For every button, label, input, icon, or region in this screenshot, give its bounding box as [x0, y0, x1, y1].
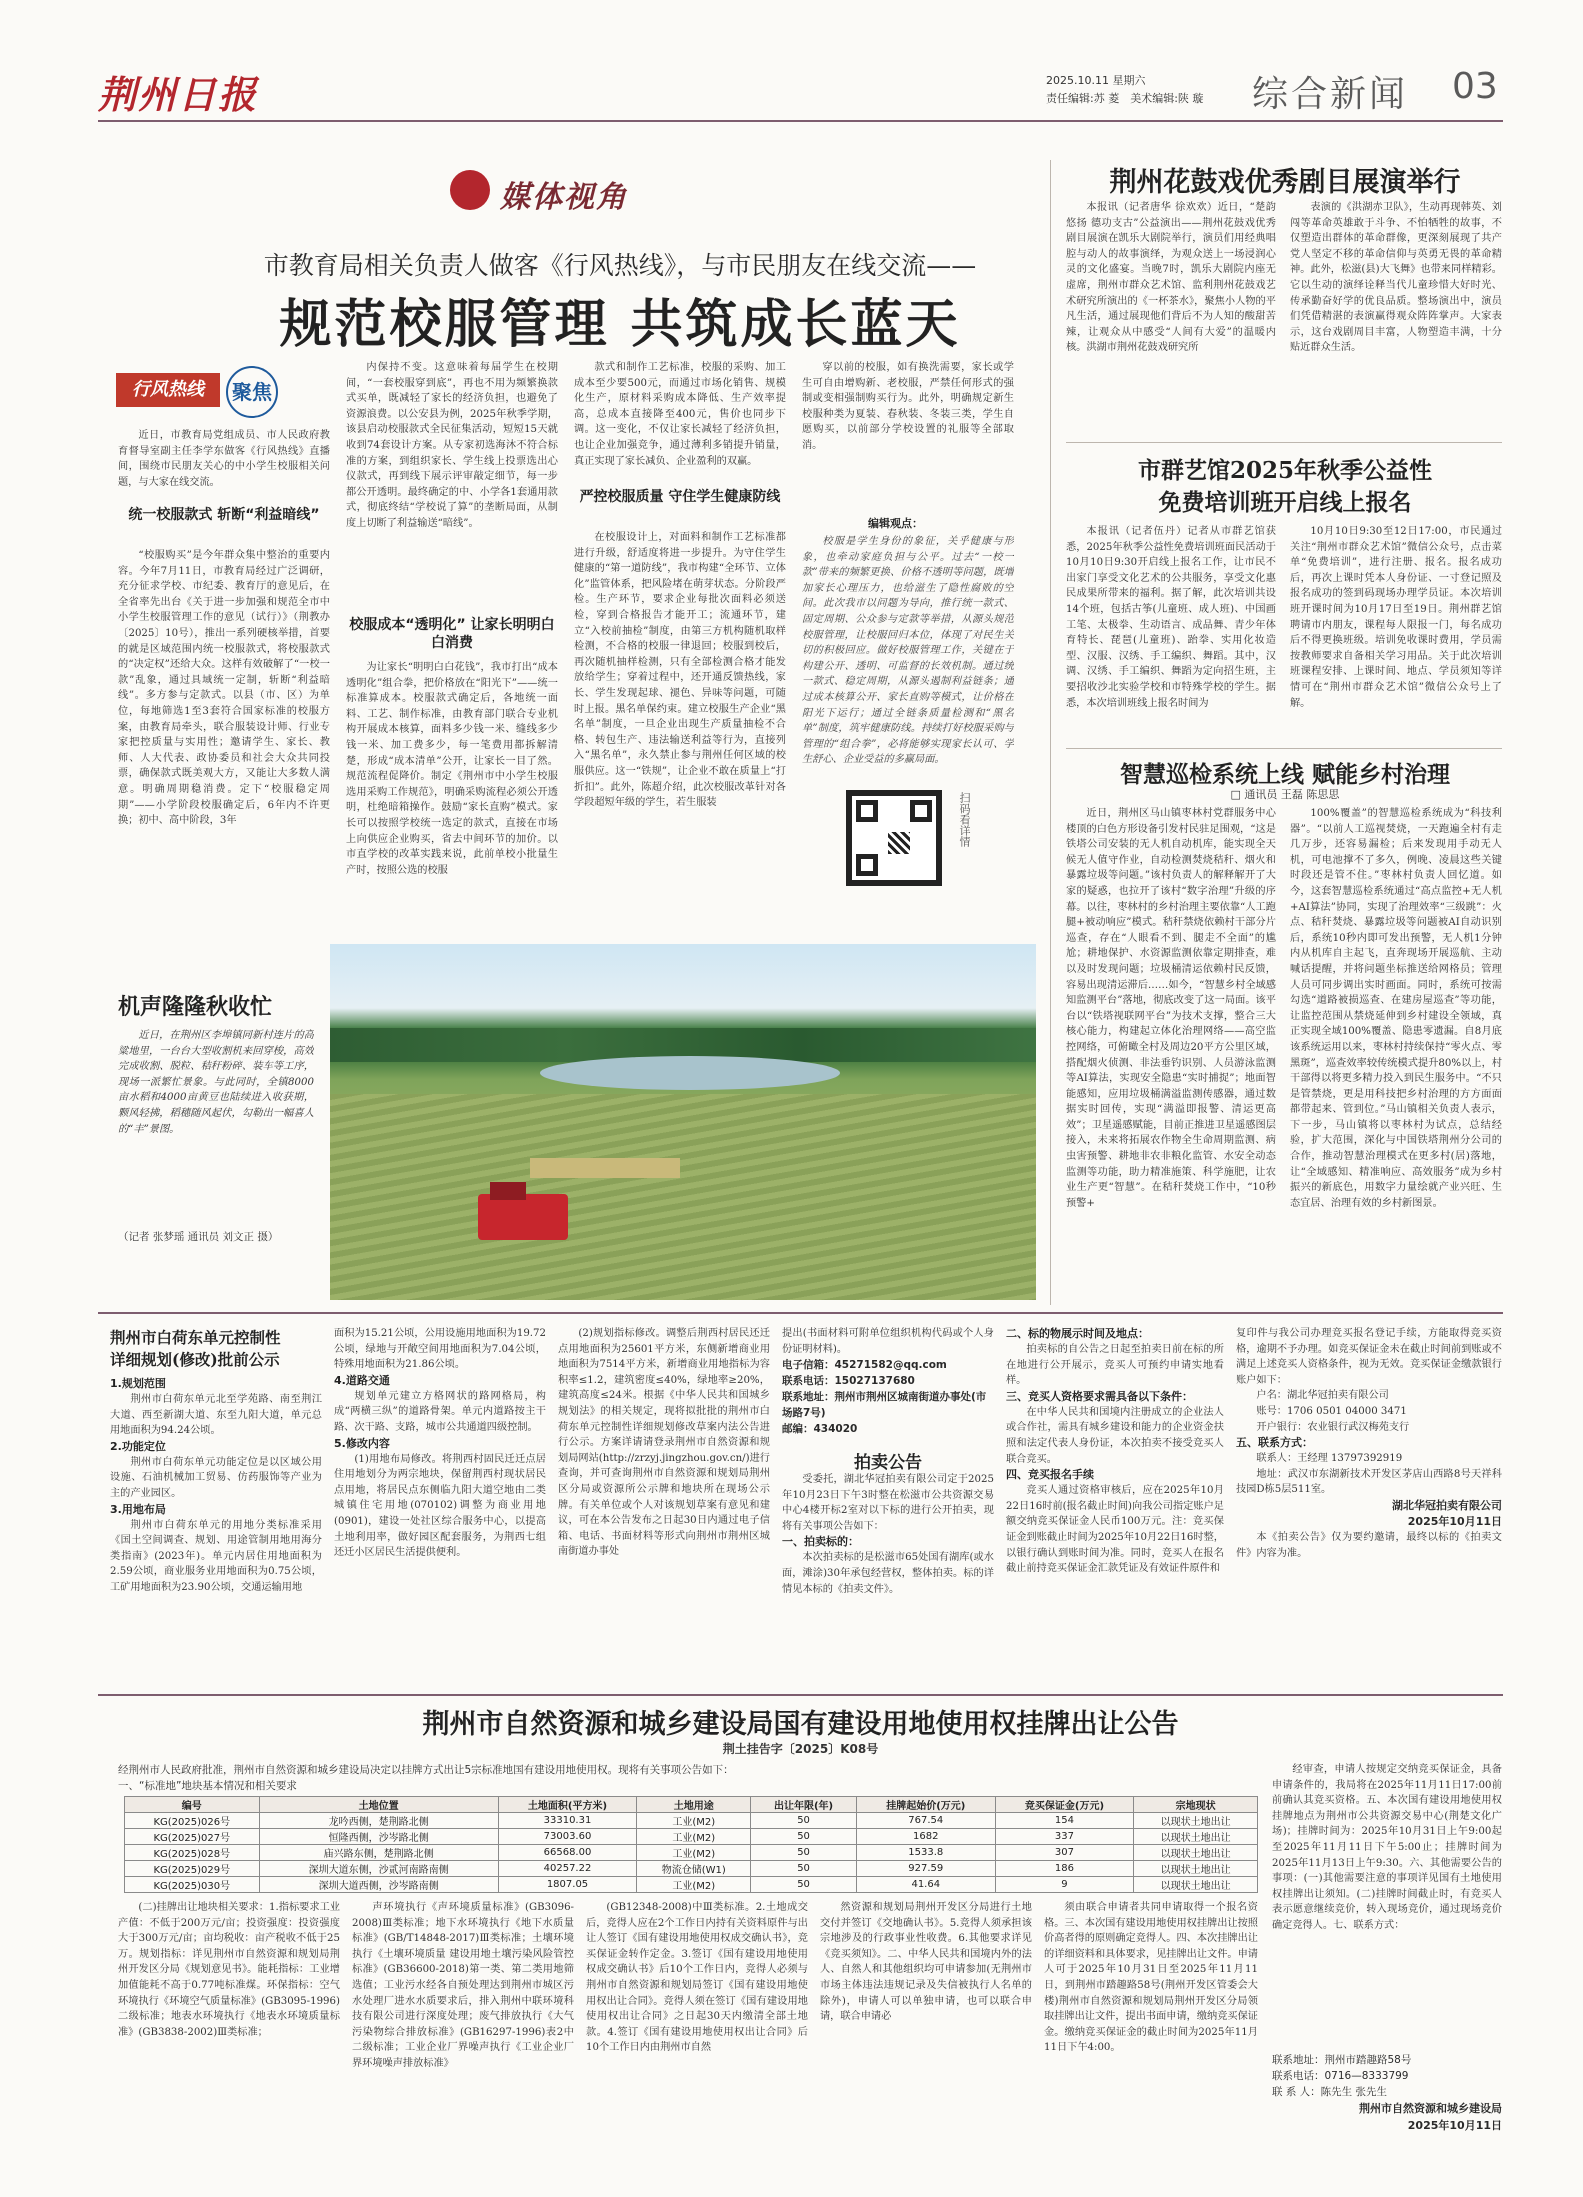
auction-note: 本《拍卖公告》仅为要约邀请，最终以标的《拍卖文件》内容为准。 [1236, 1531, 1502, 1559]
land-cell: 以现状土地出让 [1134, 1845, 1258, 1861]
land-cell: 66568.00 [498, 1845, 637, 1861]
auction-acct2: 账号：1706 0501 04000 3471 [1256, 1405, 1407, 1417]
plan-s5: 5.修改内容 [334, 1436, 390, 1450]
column-divider [1050, 160, 1051, 1305]
table-row [125, 1813, 1258, 1829]
auction-p4: 在中华人民共和国境内注册成立的企业法人或合作社，需具有城乡建设和能力的企业资金扶照和法定代表人身份证，本次拍卖不接受竞买人联合竞买。 [1006, 1406, 1224, 1465]
auction-title: 拍卖公告 [854, 1453, 922, 1473]
land-rule [98, 1694, 1503, 1696]
land-cell: 工业(M2) [637, 1813, 751, 1829]
notices-rule [98, 1312, 1503, 1314]
land-th-1: 土地位置 [259, 1797, 498, 1813]
huagu-col1: 本报讯（记者唐华 徐欢欢）近日，“楚韵悠扬 德功支古”公益演出——荆州花鼓戏优秀剧目展演在凯乐大剧院举行，演员们用经典唱腔与动人的故事演绎，为观众送上一场浸润心灵的文化盛宴。当晚7时，凯乐大剧院内座无虚席，荆州市群众艺术馆、监利荆州花鼓戏艺术研究所演出的《一杯茶水》，聚焦小人物的平凡生活，通过展现他们背后不为人知的酸甜苦辣，让观众从中感受“人间有大爱”的温暖内核。洪湖市荆州花鼓戏研究所 [1066, 202, 1276, 354]
media-headline: 规范校服管理 共筑成长蓝天 [279, 294, 961, 355]
land-cell: 9 [995, 1877, 1134, 1893]
culture-title-2: 免费培训班开启线上报名 [1158, 489, 1412, 516]
plan-title-2: 详细规划(修改)批前公示 [110, 1350, 280, 1369]
land-intro: 经荆州市人民政府批准，荆州市自然资源和城乡建设局决定以挂牌方式出让5宗标准地国有建设用地使用权。现将有关事项公告如下： [118, 1764, 734, 1776]
land-th-5: 挂牌起始价(万元) [856, 1797, 995, 1813]
land-cell: 工业(M2) [637, 1845, 751, 1861]
media-col2-body2: 为让家长“明明白白花钱”，我市打出“成本透明化”组合拳，把价格放在“阳光下”——统一标准算成本。校服款式确定后，各地统一面料、工艺、制作标准，由教育部门联合专业机构开展成本核算，面料多少钱一米、缝线多少钱一米、加工费多少，每一笔费用都拆解清楚，形成“成本清单”公开，让家长一目了然。规范流程促降价。制定《荆州市中小学生校服选用采购工作规范》，明确采购流程必须公开透明，杜绝暗箱操作。鼓励“家长直购”模式。家长可以按照学校统一选定的款式，直接在市场上向供应企业购买，省去中间环节的加价。以市直学校的改革实践来说，此前单校小批量生产时，按照公选的校服 [346, 662, 558, 876]
patrol-col2: 100%覆盖”的智慧巡检系统成为“科技利器”。“以前人工巡视焚烧，一天跑遍全村有走几万步，还容易漏检；后来发现用手动无人机，可电池撑不了多久，例晚、凌晨这些关键时段还是管不住。”枣林村负责人回忆道。如今，这套智慧巡检系统通过“高点监控+无人机+AI算法”协同，实现了治理效率“三级跳”：火点、秸秆焚烧、暴露垃圾等问题被AI自动识别后，系统10秒内即可发出预警，无人机1分钟内从机库自主起飞，直奔现场开展巡航、主动喊话提醒，并将问题坐标推送给网格员；管理人员可同步调出实时画面。同时，系统可按需勾选“道路被损巡查、在建房屋巡查”等功能，让监控范围从禁烧延伸到乡村建设全领域，真正实现全域100%覆盖、隐患零遗漏。自8月底该系统运用以来，枣林村持续保持“零火点、零黑斑”，巡查效率较传统模式提升80%以上，村干部得以将更多精力投入到民生服务中。“不只是管禁烧，更是用科技把乡村治理的方方面面都带起来、管到位。”马山镇相关负责人表示，下一步，马山镇将以枣林村为试点，总结经验，扩大范围，深化与中国铁塔荆州分公司的合作，推动智慧治理模式在更多村(居)落地，让“全域感知、精准响应、高效服务”成为乡村振兴的新底色，用数字力量绘就产业兴旺、生态宜居、治理有效的乡村新图景。 [1290, 808, 1502, 1209]
qr-code[interactable] [846, 790, 942, 886]
land-cell: 33310.31 [498, 1813, 637, 1829]
land-cell: 307 [995, 1845, 1134, 1861]
media-col2-body: 内保持不变。这意味着每届学生在校期间，“一套校服穿到底”，再也不用为频繁换款式买单，既减轻了家长的经济负担，也避免了资源浪费。以公安县为例，2025年秋季学期，该县启动校服款式全民征集活动，短短15天就收到74套设计方案。从专家初选海沐不符合标准的方案，到组织家长、学生线上投票选出心仪款式，再到线下展示评审敲定细节，每一步都公开透明。最终确定的中、小学各1套通用款式，彻底终结“学校说了算”的垄断局面，从制度上切断了利益输送“暗线”。 [346, 362, 558, 529]
qr-caption: 扫码看详情 [958, 792, 971, 847]
land-cell: 工业(M2) [637, 1877, 751, 1893]
harvest-title: 机声隆隆秋收忙 [118, 994, 273, 1020]
auction-p2: 本次拍卖标的是松滋市65处国有湖库(或水面，滩涂)30年承包经营权，整体拍卖。标的详情见本标的《拍卖文件》。 [782, 1552, 994, 1595]
media-kicker: 市教育局相关负责人做客《行风热线》，与市民朋友在线交流—— [263, 251, 977, 280]
land-table [124, 1796, 1258, 1893]
harvester-icon [478, 1194, 568, 1240]
land-cell: KG(2025)028号 [125, 1845, 260, 1861]
auction-acct3: 开户银行：农业银行武汉梅苑支行 [1256, 1421, 1410, 1433]
land-cell: 恒隆西侧，沙岑路北侧 [259, 1829, 498, 1845]
land-col5: 须由联合申请者共同申请取得一个报名资格。三、本次国有建设用地使用权挂牌出让按照价高者得的原则确定竞得人。四、本次挂牌出让的详细资料和具体要求，见挂牌出让文件。申请人可于2025年10月31日至2025年11月11日，到荆州市踏趣路58号(荆州开发区管委会大楼)荆州市自然资源和规划局荆州开发区分局领取挂牌出让文件，提出书面申请，缴纳竞买保证金。缴纳竞买保证金的截止时间为2025年11月11日下午4:00。 [1044, 1902, 1258, 2054]
land-cell: KG(2025)027号 [125, 1829, 260, 1845]
auction-s2: 二、标的物展示时间及地点： [1006, 1327, 1149, 1340]
plan-col2 [334, 1326, 546, 1686]
plan-title-1: 荆州市白荷东单元控制性 [110, 1328, 281, 1347]
media-emblem-icon [450, 170, 490, 210]
auction-sign: 湖北华冠拍卖有限公司 [1392, 1498, 1502, 1512]
plan-phone: 联系电话：15027137680 [782, 1375, 915, 1388]
plan-col3: (2)规划指标修改。调整后荆西村居民还迁点用地面积为25601平方米，东侧新增商业用地面积为7514平方米，新增商业用地指标为容积率≤1.2，建筑密度≤40%，绿地率≥20%，建筑高度≤24米。根据《中华人民共和国城乡规划法》的相关规定，现将拟批批的荆州市白荷东单元控制性详细规划修改草案内法公告进行公示。方案详请请登录荆州市自然资源和规划局网站(http://zrzyj.jingzhou.gov.cn/)进行查询，并可查询荆州市自然资源和规划局荆州区分局或资源所公示牌和地块所在现场公示牌。有关单位或个人对该规划草案有意见和建议，可在本公告发布之日起30日内通过电子信箱、电话、书面材料等形式向荆州市荆州区城南街道办事处 [558, 1328, 770, 1558]
land-cell: 庙兴路东侧，楚荆路北侧 [259, 1845, 498, 1861]
land-th-4: 出让年限(年) [751, 1797, 857, 1813]
plan-t6: (1)用地布局修改。将荆西村固民迁迁点居住用地划分为两宗地块，保留荆西村现状居民点用地，将居民点东侧临九阳大道空地由二类城镇住宅用地(070102)调整为商业用地(0901)，建设一处社区综合服务中心，以提高土地利用率，做好园区配套服务，为荆西七组还迁小区居民生活提供便利。 [334, 1453, 546, 1559]
land-docno: 荆土挂告字〔2025〕K08号 [722, 1742, 879, 1756]
land-sdate: 2025年10月11日 [1407, 2119, 1502, 2132]
plan-t4: 面积为15.21公顷，公用设施用地面积为19.72公顷，绿地与开敞空间用地面积为7.04公顷，特殊用地面积为21.86公顷。 [334, 1328, 546, 1371]
land-cell: 龙吟西侧，楚荆路北侧 [259, 1813, 498, 1829]
media-sub2: 校服成本“透明化” 让家长明明白白消费 [349, 617, 555, 651]
plan-t1: 荆州市白荷东单元北至学苑路、南至荆江大道、西至新湖大道、东至九阳大道，单元总用地面积为94.24公顷。 [110, 1394, 322, 1437]
land-col1: (二)挂牌出让地块相关要求：1.指标要求工业产值：不低于200万元/亩；投资强度：投资强度大于300万元/亩；亩均税收：亩产税收不低于25万。规划指标：详见荆州市自然资源和规划局荆州开发区分局《规划意见书》。能耗指标：工业增加值能耗不高于0.77吨标准煤。环保指标：空气环境执行《环境空气质量标准》(GB3095-1996)二级标准；地表水环境执行《地表水环境质量标准》(GB3838-2002)Ⅲ类标准； [118, 1902, 340, 2038]
auction-s1: 一、拍卖标的： [782, 1535, 859, 1549]
land-cell: 以现状土地出让 [1134, 1813, 1258, 1829]
section-title: 综合新闻 [1252, 74, 1409, 115]
land-right [1272, 1762, 1502, 2182]
land-th-7: 宗地现状 [1134, 1797, 1258, 1813]
land-cell: 50 [751, 1845, 857, 1861]
land-cell: 50 [751, 1877, 857, 1893]
land-contact3: 联 系 人：陈先生 张先生 [1272, 2086, 1388, 2098]
plan-email: 电子信箱：45271582@qq.com [782, 1359, 947, 1372]
land-contact2: 联系电话：0716—8333799 [1272, 2070, 1409, 2082]
auction-s3: 三、竞买人资格要求需具备以下条件： [1006, 1389, 1193, 1403]
editor-view-body: 校服是学生身份的象征，关乎健康与形象，也牵动家庭负担与公平。过去“一校一款”带来的频繁更换、价格不透明等问题，既增加家长心理压力，也给滋生了隐性腐败的空间。此次我市以问题为导向，推行统一款式、固定周期、公众参与定款等举措，从源头规范校服管理，让校服回归本位，体现了对民生关切的积极回应。做好校服管理工作，关键在于构建公开、透明、可监督的长效机制。通过统一款式、稳定周期，从源头遏制利益链条；通过成本核算公开、家长直购等模式，让价格在阳光下运行；通过全链条质量检测和“黑名单”制度，筑牢健康防线。持续打好校服采购与管理的“组合拳”，必将能够实现家长认可、学生舒心、企业受益的多赢局面。 [802, 536, 1014, 766]
huagu-rule [1066, 442, 1502, 443]
land-cell: 以现状土地出让 [1134, 1877, 1258, 1893]
masthead-logo: 荆州日报 [98, 72, 259, 117]
land-cell: 767.54 [856, 1813, 995, 1829]
plan-s4: 4.道路交通 [334, 1373, 390, 1387]
auction-p5: 竞买人通过资格审核后，应在2025年10月22日16时前(报名截止时间)向我公司指定账户足额交纳竞买保证金人民币100万元。注：竞买保证金到账截止时间为2025年10月22日16时整，以银行确认到账时间为准。同时，竞买人在报名截止前持竞买保证金汇款凭证及有效证件原件和 [1006, 1485, 1224, 1575]
plan-col1 [110, 1376, 322, 1686]
media-banner [450, 168, 690, 214]
masthead-editors: 责任编辑:苏 菱 美术编辑:陕 璇 [1046, 92, 1204, 105]
focus-badge: 聚焦 [226, 366, 278, 418]
culture-col2: 10月10日9:30至12日17:00，市民通过关注“荆州市群众艺术馆”微信公众号，点击菜单“免费培训”，进行注册、报名。报名成功后，再次上课时凭本人身份证、一寸登记照及报名成功的签到码现场办理学员证。本次培训班开课时间为10月17日至19日。荆州群艺馆聘请市内朋友，课程每人限报一门，每名成功后不得更换班级。培训免收课时费用，学员需按教师要求自备相关学习用品。关于此次培训班课程安排、上课时间、地点、学员须知等详情可在“荆州市群众艺术馆”微信公众号上了解。 [1290, 526, 1502, 709]
media-col1-intro: 近日，市教育局党组成员、市人民政府教育督导室副主任李学东做客《行风热线》直播间，围绕市民朋友关心的中小学生校服相关问题，与大家在线交流。 [118, 430, 330, 488]
land-cell: 深圳大道东侧，沙贰河南路南侧 [259, 1861, 498, 1877]
land-title: 荆州市自然资源和城乡建设局国有建设用地使用权挂牌出让公告 [422, 1709, 1179, 1740]
auction-c1: 联系人：王经理 13797392919 [1256, 1453, 1403, 1465]
land-contact1: 联系地址：荆州市踏趣路58号 [1272, 2054, 1412, 2066]
plan-zip: 邮编：434020 [782, 1423, 858, 1436]
patrol-byline: □ 通讯员 王磊 陈思思 [1230, 788, 1340, 801]
auction-p1: 受委托，湖北华冠拍卖有限公司定于2025年10月23日下午3时整在松滋市公共资源交易中心4楼开标2室对以下标的进行公开拍卖，现将有关事项公告如下： [782, 1474, 994, 1532]
patrol-col1: 近日，荆州区马山镇枣林村党群服务中心楼顶的白色方形设备引发村民驻足围观，“这是铁塔公司安装的无人机自动机库，能实现全天候无人值守作业，自动检测焚烧秸秆、烟火和暴露垃圾等问题。”该村负责人的解释解开了大家的疑惑，也拉开了该村“数字治理”升级的序幕。以往，枣林村的乡村治理主要依靠“人工跑腿+被动响应”模式。秸秆禁烧依赖村干部分片巡查，存在“人眼看不到、腿走不全面”的尴尬；耕地保护、水资源监测依靠定期排查，难以及时发现问题；垃圾桶清运依赖村民反馈，容易出现清运滞后……如今，“智慧乡村全域感知监测平台”落地，彻底改变了这一局面。该平台以“铁塔视联网平台”为技术支撑，整合三大核心能力，构建起立体化治理网络——高空监控网络，可俯瞰全村及周边20平方公里区域，搭配烟火侦测、非法垂钓识别、人员游泳监测等AI算法，实现安全隐患“实时捕捉”；地面智能感知，应用垃圾桶满溢监测传感器，通过数据实时回传，实现“满溢即报警、清运更高效”；卫星遥感赋能，目前正推进卫星遥感图层接入，未来将拓展农作物全生命周期监测、病虫害预警、耕地非农非粮化监管、水安全动态监测等功能，助力精准施策、科学施肥，让农业生产更“智慧”。在秸秆焚烧工作中，“10秒预警+ [1066, 808, 1276, 1209]
land-cell: 50 [751, 1861, 857, 1877]
huagu-title: 荆州花鼓戏优秀剧目展演举行 [1109, 167, 1461, 198]
auction-p6: 复印件与我公司办理竞买报名登记手续，方能取得竞买资格，逾期不予办理。如竞买保证金未在截止时间前到账或不满足上述竞买人资格条件，视为无效。竞买保证金缴款银行账户如下： [1236, 1328, 1502, 1386]
culture-col1: 本报讯（记者伍丹）记者从市群艺馆获悉，2025年秋季公益性免费培训班面民活动于10月10日9:30开启线上报名工作，让市民不出家门享受文化艺术的公共服务，享受文化惠民成果所带来的福利。据了解，此次培训共设14个班，包括古筝(儿童班、成人班)、中国画工笔、太极拳、生动语言、成品舞、青少年体育特长、琵琶(儿童班)、跆拳、实用化妆造型、汉服、汉绣、手工编织、舞蹈。其中，汉调、汉绣、手工编织、舞蹈为定向招生班，主要招收沙北实验学校和市特殊学校的学生。据悉，本次培训班线上报名时间为 [1066, 526, 1276, 709]
huagu-col2: 表演的《洪湖赤卫队》，生动再现韩英、刘闯等革命英雄敢于斗争、不怕牺牲的故事，不仅塑造出群体的革命群像，更深刻展现了共产党人坚定不移的革命信仰与英勇无畏的革命精神。此外，松滋(县)大飞舞》也带来同样精彩。它以生动的演绎诠释当代儿童珍惜大好时光、传承勤奋好学的优良品质。整场演出中，演员们凭借精湛的表演赢得观众阵阵掌声。大家表示，这台戏剧周目丰富，人物塑造丰满，十分贴近群众生活。 [1290, 202, 1502, 354]
land-cell: 以现状土地出让 [1134, 1829, 1258, 1845]
auction-s5: 五、联系方式： [1236, 1436, 1313, 1450]
media-col3-body2: 在校服设计上，对面料和制作工艺标准都进行升级，舒适度将进一步提升。为守住学生健康的“第一道防线”，我市构建“全环节、立体化”监管体系，把风险堵在萌芽状态。分阶段严检。生产环节，要求企业每批次面料必须送检，穿到合格报告才能开工；流通环节，建立“入校前抽检”制度，由第三方机构随机取样检测，不合格的校服一律退回；校服到校后，再次随机抽样检测，只有全部检测合格才能发放给学生；穿着过程中，还开通反馈热线，家长、学生发现起球、褪色、异味等问题，可随时上报。黑名单保约束。建立校服生产企业“黑名单”制度，一旦企业出现生产质量抽检不合格、转包生产、违法输送利益等行为，直接列入“黑名单”，永久禁止参与荆州任何区域的校服供应。这一“铁规”，让企业不敢在质量上“打折扣”。此外，陈超介绍，此次校服改革针对各学段超短年级的学生，若生服装 [574, 532, 786, 809]
media-sub1: 统一校服款式 斩断“利益暗线” [128, 507, 320, 523]
media-banner-text: 媒体视角 [500, 180, 628, 215]
culture-rule [1066, 748, 1502, 749]
culture-title-1: 市群艺馆2025年秋季公益性 [1137, 457, 1432, 484]
land-cell: 1533.8 [856, 1845, 995, 1861]
media-sub3: 严控校服质量 守住学生健康防线 [579, 489, 781, 505]
land-th-6: 竞买保证金(万元) [995, 1797, 1134, 1813]
land-cell: 40257.22 [498, 1861, 637, 1877]
land-col4: 然资源和规划局荆州开发区分局进行土地交付并签订《交地确认书》。5.竞得人须承担该宗地涉及的行政事业性收费。6.其他要求详见《竞买须知》。二、中华人民共和国境内外的法人、自然人和其他组织均可申请参加(无荆州市市场主体违法违规记录及失信被执行人名单的除外)，申请人可以单独申请，也可以联合申请，联合申请必 [820, 1902, 1032, 2023]
plan-t5: 规划单元建立方格网状的路网格局，构成“两横三纵”的道路骨架。单元内道路按主干路、次干路、支路，城市公共通道四级控制。 [334, 1390, 546, 1433]
media-col3-body: 款式和制作工艺标准，校服的采购、加工成本至少要500元，而通过市场化销售、规模化生产，原材料采购成本降低、生产效率提高，总成本直接降至400元，售价也同步下调。这一变化，不仅让家长减轻了经济负担，也让企业加强竞争，通过薄利多销提升销量，真正实现了家长减负、企业盈利的双赢。 [574, 362, 786, 467]
auction-sdate: 2025年10月11日 [1407, 1514, 1502, 1528]
land-cell: KG(2025)026号 [125, 1813, 260, 1829]
harvest-photo [330, 944, 1036, 1300]
plan-s1: 1.规划范围 [110, 1377, 166, 1390]
auction-col1 [782, 1472, 994, 1686]
land-cell: 1807.05 [498, 1877, 637, 1893]
auction-col3 [1236, 1326, 1502, 1686]
land-th-2: 土地面积(平方米) [498, 1797, 637, 1813]
land-cell: 337 [995, 1829, 1134, 1845]
media-col4-body: 穿以前的校服，如有换洗需要，家长或学生可自由增购新、老校服，严禁任何形式的强制或变相强制购买行为。此外，明确规定新生校服种类为夏装、春秋装、冬装三类，学生自愿购买，以前部分学校设置的礼服等全部取消。 [802, 362, 1014, 451]
plan-s2: 2.功能定位 [110, 1439, 166, 1453]
land-th-3: 土地用途 [637, 1797, 751, 1813]
land-sign: 荆州市自然资源和城乡建设局 [1359, 2102, 1502, 2115]
land-cell: KG(2025)029号 [125, 1861, 260, 1877]
land-col3: (GB12348-2008)中Ⅲ类标准。2.土地成交后，竞得人应在2个工作日内持有关资料原件与出让人签订《国有建设用地使用权成交确认书》，竞买保证金转作定金。3.签订《国有建设用地使用权成交确认书》后10个工作日内，竞得人必须与荆州市自然资源和规划局签订《国有建设用地使用权出让合同》。竞得人须在签订《国有建设用地使用权出让合同》之日起30天内缴清全部土地款。4.签订《国有建设用地使用权出让合同》后10个工作日内由荆州市自然 [586, 1902, 808, 2054]
masthead-date: 2025.10.11 星期六 [1046, 74, 1146, 87]
land-cell: 73003.60 [498, 1829, 637, 1845]
table-row [125, 1877, 1258, 1893]
masthead-rule [98, 120, 1503, 122]
plan-t8: 提出(书面材料可附单位组织机构代码或个人身份证明材料)。 [782, 1328, 994, 1355]
plan-t2: 荆州市白荷东单元功能定位是以区域公用设施、石油机械加工贸易、仿药服饰等产业为主的产业园区。 [110, 1456, 322, 1499]
auction-p3: 拍卖标的自公告之日起至拍卖日前在标的所在地进行公开展示，竞买人可预约申请实地看样。 [1006, 1344, 1224, 1387]
land-cell: 50 [751, 1813, 857, 1829]
plan-t3: 荆州市白荷东单元的用地分类标准采用《国土空间调查、规划、用途管制用地用海分类指南》(2023年)。单元内居住用地面积为2.59公顷，商业服务业用地面积为0.75公顷，工矿用地面积为23.90公顷，交通运输用地 [110, 1519, 322, 1593]
land-cell: 工业(M2) [637, 1829, 751, 1845]
auction-s4: 四、竞买报名手续 [1006, 1468, 1094, 1482]
land-cell: 物流仓储(W1) [637, 1861, 751, 1877]
plan-col4 [782, 1326, 994, 1446]
table-row [125, 1845, 1258, 1861]
editor-view-title: 编辑观点： [868, 517, 923, 530]
land-col2: 声环境执行《声环境质量标准》(GB3096-2008)Ⅲ类标准；地下水环境执行《地下水质量标准》(GB/T14848-2017)Ⅲ类标准；土壤环境执行《土壤环境质量 建设用地土壤污染风险管控标准》(GB36600-2018)第一类、第二类用地筛选值；工业污水经各自预处理达到荆州市城区污水处理厂进水水质要求后，排入荆州中联环境科技有限公司进行深度处理；废气排放执行《大气污染物综合排放标准》(GB16297-1996)表2中二级标准；工业企业厂界噪声执行《工业企业厂界环境噪声排放标准》 [352, 1902, 574, 2069]
auction-acct1: 户名：湖北华冠拍卖有限公司 [1256, 1390, 1389, 1402]
plan-address: 联系地址：荆州市荆州区城南街道办事处(市场路7号) [782, 1391, 987, 1420]
land-right-text: 经审查，申请人按规定交纳竞买保证金，具备申请条件的，我局将在2025年11月11日17:00前前确认其竞买资格。五、本次国有建设用地使用权挂牌地点为荆州市公共资源交易中心(荆楚文化广场)；挂牌时间为：2025年10月31日上午9:00起至2025年11月11日下午5:00止；挂牌时间为2025年11月13日上午9:30。六、其他需要公告的事项：(一)其他需要注意的事项详见国有土地使用权挂牌出让须知。(二)挂牌时间截止时，有竞买人表示愿意继续竞价，转入现场竞价，通过现场竞价确定竞得人。七、联系方式： [1272, 1764, 1502, 1931]
land-th-0: 编号 [125, 1797, 260, 1813]
land-cell: 154 [995, 1813, 1134, 1829]
land-cell: 41.64 [856, 1877, 995, 1893]
land-cell: 50 [751, 1829, 857, 1845]
land-intro2: 一、“标准地”地块基本情况和相关要求 [118, 1780, 297, 1792]
land-cell: 深圳大道西侧，沙岑路南侧 [259, 1877, 498, 1893]
hotline-badge: 行风热线 [116, 373, 220, 407]
land-cell: KG(2025)030号 [125, 1877, 260, 1893]
page-number: 03 [1452, 66, 1498, 107]
harvest-credit: （记者 张梦瑶 通讯员 刘文正 摄） [118, 1231, 279, 1243]
harvest-text: 近日，在荆州区李埠镇同新村连片的高粱地里，一台台大型收割机来回穿梭，高效完成收割、脱粒、秸秆粉碎、装车等工序，现场一派繁忙景象。与此同时，全镇8000亩水稻和4000亩黄豆也陆续进入收获期，颗风轻拂，稻穗随风起伏，勾勒出一幅喜人的“丰”景图。 [118, 1030, 314, 1135]
plan-s3: 3.用地布局 [110, 1502, 166, 1516]
auction-col2 [1006, 1326, 1224, 1686]
table-row [125, 1861, 1258, 1877]
land-cell: 927.59 [856, 1861, 995, 1877]
auction-c2: 地址：武汉市东湖新技术开发区茅店山西路8号天祥科技园D栋5层511室。 [1236, 1468, 1502, 1496]
patrol-title: 智慧巡检系统上线 赋能乡村治理 [1119, 761, 1450, 788]
media-col1-body: “校服购买”是今年群众集中整治的重要内容。今年7月11日，市教育局经过广泛调研，充分征求学校、市纪委、教育厅的意见后，在全省率先出台《关于进一步加强和规范全市中小学生校服管理工作的意见（试行）》（荆教办〔2025〕10号），推出一系列硬核举措，首要的就是区域范围内统一校服款式，将校服款式的“决定权”还给大众。这样有效破解了“一校一款”乱象，通过具域统一定制，斩断“利益暗线”。多方参与定款式。以县（市、区）为单位，每地筛选1至3套符合国家标准的校服方案，由教育局牵头，联合服装设计师、行业专家把控质量与实用性；邀请学生、家长、教师、人大代表、政协委员和社会大众共同投票，确保款式既美观大方，又能让大多数人满意。明确周期稳消费。定下“校服稳定周期”——小学阶段校服确定后，6年内不许更换；初中、高中阶段，3年 [118, 550, 330, 827]
land-cell: 186 [995, 1861, 1134, 1877]
land-cell: 1682 [856, 1829, 995, 1845]
land-cell: 以现状土地出让 [1134, 1861, 1258, 1877]
table-row [125, 1829, 1258, 1845]
